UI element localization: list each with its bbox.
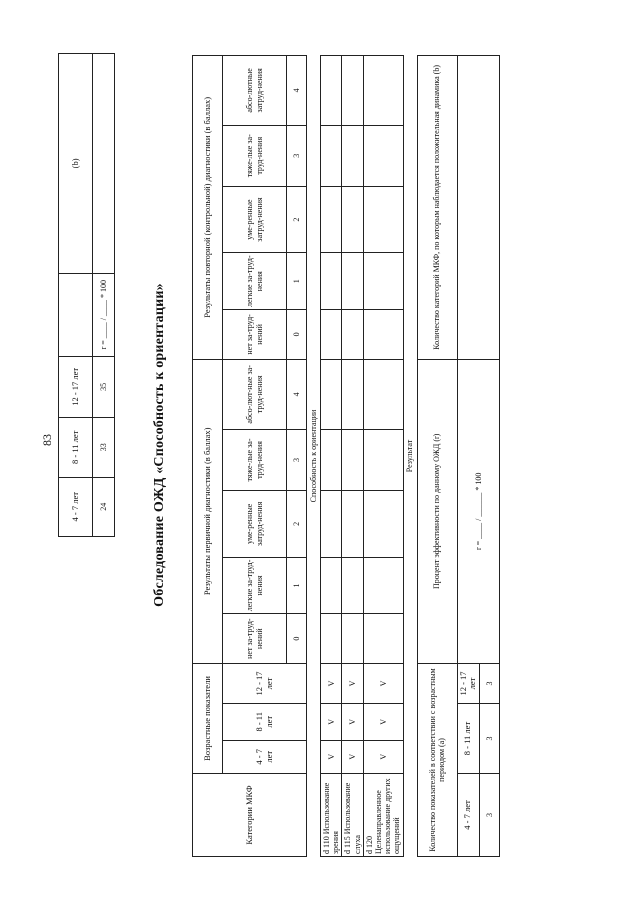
header-b: (b): [59, 54, 93, 274]
top-formula: r = ____ / ____ * 100: [93, 273, 115, 356]
score-p4: 4: [287, 359, 307, 429]
row-mark: V: [321, 704, 342, 741]
row-mark: V: [342, 663, 363, 703]
score-r1: 1: [287, 253, 307, 310]
formula-cell-empty: [59, 273, 93, 356]
level-r0: нет за-труд-нений: [223, 310, 287, 360]
level-p0: нет за-труд-нений: [223, 614, 287, 664]
score-p3: 3: [287, 429, 307, 490]
result-age-2: 8 - 11 лет: [457, 704, 480, 774]
result-label: Результат: [403, 56, 417, 857]
count-2: 33: [93, 418, 115, 477]
age-1: 4 - 7 лет: [223, 740, 307, 773]
count-3: 35: [93, 356, 115, 417]
result-count-3: 3: [480, 663, 500, 703]
age-2: 8 - 11 лет: [223, 704, 307, 741]
page-number: 83: [40, 434, 54, 446]
header-primary: Результаты первичной диагностики (в баллах): [193, 359, 223, 663]
group-label: Способность к ориентации: [307, 56, 321, 857]
level-p1: легкие за-труд-нения: [223, 557, 287, 614]
score-r4: 4: [287, 56, 307, 126]
row-mark: V: [363, 663, 403, 703]
section-title: Обследование ОЖД «Способность к ориентации»: [152, 283, 167, 607]
percent-label: Процент эффективности по данному ОЖД (r): [417, 359, 457, 663]
level-r3: тяже-лые за-труд-нения: [223, 125, 287, 186]
header-age: Возрастные показатели: [193, 663, 223, 773]
level-p2: уме-ренные затруд-нения: [223, 491, 287, 558]
dynamics-label: Количество категорий МКФ, по которым наблюдается положительная динамика (b): [417, 56, 457, 360]
row-name: d 110 Использование зрения: [321, 774, 342, 857]
level-r4: абсо-лютные затруд-нения: [223, 56, 287, 126]
score-r0: 0: [287, 310, 307, 360]
level-r2: уме-ренные затруд-нения: [223, 186, 287, 253]
count-label: Количество показателей в соответствии с возрастным периодом (a): [417, 663, 457, 856]
result-count-1: 3: [480, 774, 500, 857]
row-mark: V: [321, 740, 342, 773]
result-b-empty: [457, 56, 500, 360]
count-1: 24: [93, 477, 115, 536]
row-name: d 120 Целенаправленное использование других ощущений: [363, 774, 403, 857]
age-header-3: 12 - 17 лет: [59, 356, 93, 417]
level-p3: тяже-лые за-труд-нения: [223, 429, 287, 490]
score-p0: 0: [287, 614, 307, 664]
row-mark: V: [321, 663, 342, 703]
row-mark: V: [363, 704, 403, 741]
age-header-2: 8 - 11 лет: [59, 418, 93, 477]
result-age-1: 4 - 7 лет: [457, 774, 480, 857]
result-formula: r = ____ / ______ * 100: [457, 359, 500, 663]
level-r1: легкие за-труд-нения: [223, 253, 287, 310]
result-age-3: 12 - 17 лет: [457, 663, 480, 703]
b-value-empty: [93, 54, 115, 274]
score-p1: 1: [287, 557, 307, 614]
header-category: Категории МКФ: [193, 774, 307, 857]
header-repeat: Результаты повторной (контрольной) диагностики (в баллах): [193, 56, 223, 360]
age-3: 12 - 17 лет: [223, 663, 307, 703]
age-header-1: 4 - 7 лет: [59, 477, 93, 536]
level-p4: абсо-лют-ные за-труд-нения: [223, 359, 287, 429]
row-mark: V: [342, 704, 363, 741]
row-mark: V: [342, 740, 363, 773]
main-table: [192, 55, 500, 857]
row-name: d 115 Использование слуха: [342, 774, 363, 857]
score-r2: 2: [287, 186, 307, 253]
result-count-2: 3: [480, 704, 500, 774]
score-r3: 3: [287, 125, 307, 186]
score-p2: 2: [287, 491, 307, 558]
row-mark: V: [363, 740, 403, 773]
top-table: [58, 53, 115, 537]
